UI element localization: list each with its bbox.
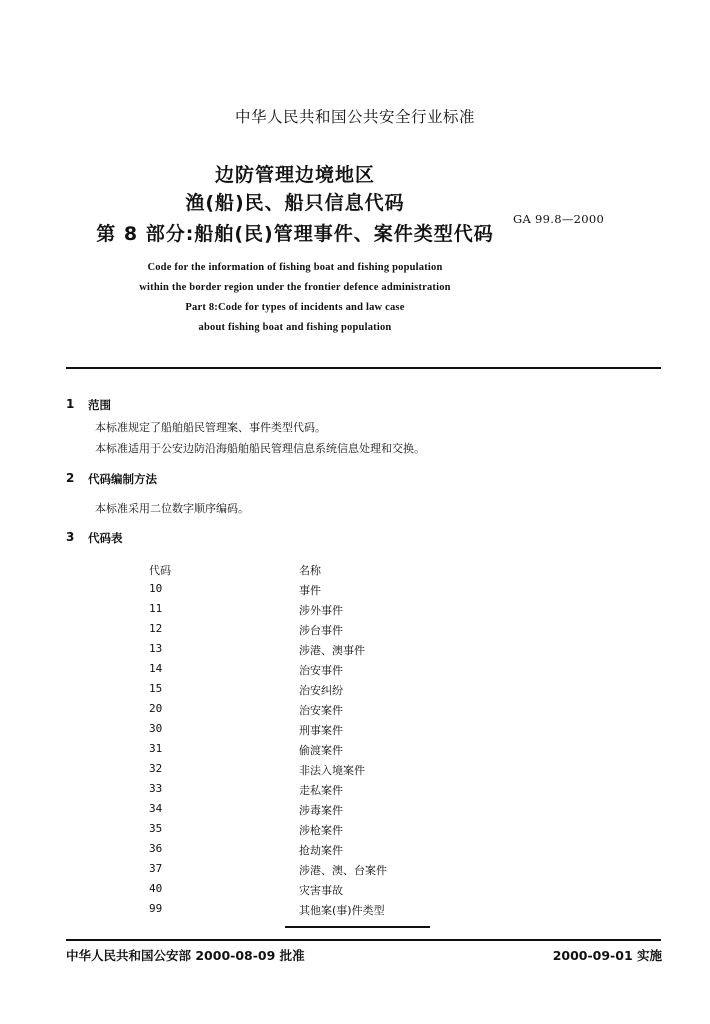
table-row-code: 36	[149, 842, 163, 855]
title-line-1: 边防管理边境地区	[214, 164, 375, 186]
effective-date: 2000-09-01 实施	[552, 948, 662, 963]
table-row-code: 11	[149, 602, 163, 615]
title-line-3: 第 8 部分:船舶(民)管理事件、案件类型代码	[96, 223, 494, 245]
footer-rule	[66, 939, 661, 941]
header-rule	[66, 367, 661, 369]
table-row-code: 15	[149, 682, 163, 695]
table-row-code: 37	[149, 862, 163, 875]
section-3-title: 代码表	[88, 531, 123, 545]
table-row-name: 其他案(事)件类型	[299, 904, 385, 917]
section-1-paragraph-1: 本标准规定了船舶船民管理案、事件类型代码。	[95, 421, 326, 434]
table-end-rule	[285, 926, 430, 928]
table-row-name: 事件	[299, 584, 321, 597]
table-row-name: 走私案件	[299, 784, 343, 797]
table-row-code: 20	[149, 702, 163, 715]
title-line-2: 渔(船)民、船只信息代码	[185, 192, 405, 214]
table-row-name: 治安纠纷	[299, 684, 343, 697]
english-title-line-1: Code for the information of fishing boat and fishing population	[147, 262, 443, 273]
table-row-code: 34	[149, 802, 163, 815]
table-row-name: 涉港、澳、台案件	[299, 864, 387, 877]
table-row-name: 刑事案件	[299, 724, 343, 737]
section-2-paragraph-1: 本标准采用二位数字顺序编码。	[95, 502, 249, 515]
section-2-title: 代码编制方法	[88, 472, 157, 486]
section-2-number: 2	[66, 471, 75, 485]
table-row-name: 抢劫案件	[299, 844, 343, 857]
table-row-code: 31	[149, 742, 163, 755]
standard-category: 中华人民共和国公共安全行业标准	[234, 108, 475, 126]
table-row-code: 33	[149, 782, 163, 795]
table-row-name: 涉外事件	[299, 604, 343, 617]
standard-code: GA 99.8—2000	[513, 212, 605, 226]
table-row-name: 涉港、澳事件	[299, 644, 365, 657]
table-row-name: 治安案件	[299, 704, 343, 717]
english-title-line-3: Part 8:Code for types of incidents and law case	[185, 302, 405, 313]
table-row-code: 30	[149, 722, 163, 735]
table-row-name: 偷渡案件	[299, 744, 343, 757]
table-row-name: 涉台事件	[299, 624, 343, 637]
table-row-name: 涉枪案件	[299, 824, 343, 837]
table-row-code: 35	[149, 822, 163, 835]
table-row-name: 非法入境案件	[299, 764, 365, 777]
english-title-line-2: within the border region under the frontier defence administration	[139, 282, 451, 293]
table-header-name: 名称	[299, 564, 321, 577]
section-1-number: 1	[66, 397, 75, 411]
table-row-code: 12	[149, 622, 163, 635]
table-row-code: 10	[149, 582, 163, 595]
section-3-number: 3	[66, 530, 75, 544]
table-row-name: 灾害事故	[299, 884, 343, 897]
table-row-code: 14	[149, 662, 163, 675]
section-1-paragraph-2: 本标准适用于公安边防沿海船舶船民管理信息系统信息处理和交换。	[95, 442, 425, 455]
english-title-line-4: about fishing boat and fishing population	[198, 322, 392, 333]
section-1-title: 范围	[88, 398, 111, 412]
table-row-name: 涉毒案件	[299, 804, 343, 817]
table-row-code: 99	[149, 902, 163, 915]
approval-date: 中华人民共和国公安部 2000-08-09 批准	[66, 948, 305, 963]
table-row-code: 13	[149, 642, 163, 655]
table-row-code: 32	[149, 762, 163, 775]
table-header-code: 代码	[149, 564, 171, 577]
table-row-code: 40	[149, 882, 163, 895]
table-row-name: 治安事件	[299, 664, 343, 677]
